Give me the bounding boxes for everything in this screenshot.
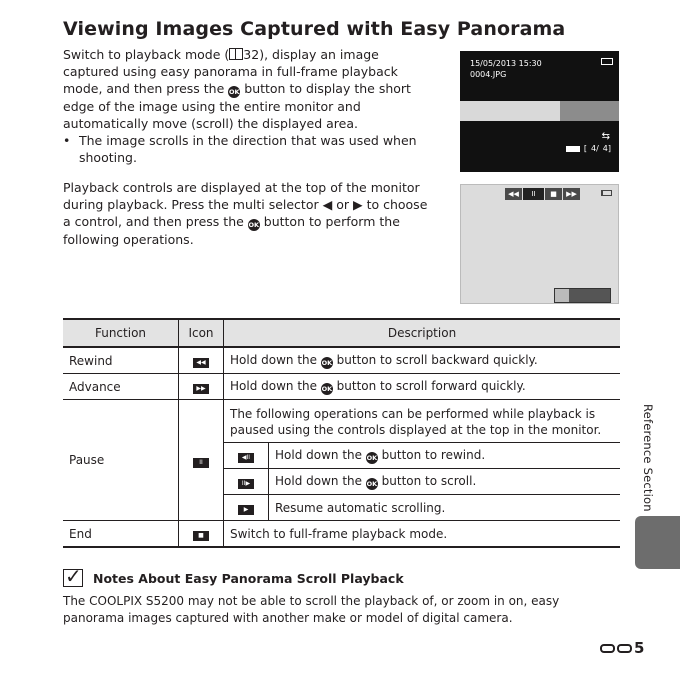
notes-text: The COOLPIX S5200 may not be able to scroll the playback of, or zoom in on, easy panorama images captured with another make or model of digital camera. [63,594,560,625]
image-total: 4] [602,144,611,153]
page-reference-icon [229,48,243,60]
reference-page-icon [600,644,615,653]
date-time: 15/05/2013 15:30 [470,59,542,68]
header-description: Description [224,319,621,347]
battery-icon [601,190,612,196]
paused-rewind-icon: ◀II [238,453,254,463]
intro-paragraph: Switch to playback mode ( 32), display an image captured using easy panorama in full-frame playback mode, and then press the OK button to display the short edge of the image using the entire monitor and automatically move (scroll) the displayed area. • The image scrolls in the direction that was used when shooting. [63,46,435,166]
table-row: Pause II The following operations can be performed while playback is paused using the controls displayed at the top in the monitor. ◀II Hold down the OK button to rewind. II▶ Hold down the OK button to scroll. ▶ Resume automatic scrolling. [63,400,620,521]
table-row: Rewind ◀◀ Hold down the OK button to scroll backward quickly. [63,347,620,374]
left-arrow-icon: ◀ [322,197,333,212]
section-tab [635,516,680,569]
ok-button-icon: OK [229,88,240,96]
table-row: Advance ▶▶ Hold down the OK button to scroll forward quickly. [63,374,620,400]
ok-guide-icon [566,146,580,152]
pause-subtable [224,442,620,520]
checkmark-icon [63,569,83,587]
reference-page-icon [617,644,632,653]
controls-paragraph: Playback controls are displayed at the top of the monitor during playback. Press the multi selector ◀ or ▶ to choose a control, and then press the OK button to perform the following operations. [63,180,428,247]
table-row: ▶ Resume automatic scrolling. [224,495,620,521]
scroll-playback-screen-illustration [460,184,619,304]
paused-advance-icon: II▶ [238,479,254,489]
table-row: II▶ Hold down the OK button to scroll. [224,469,620,495]
advance-icon: ▶▶ [193,384,209,394]
header-function: Function [63,319,179,347]
scroll-position-indicator [555,289,569,302]
ok-button-icon: OK [366,453,378,462]
rewind-icon: ◀◀ [193,358,209,368]
bullet-mark: • [63,133,71,148]
pause-icon: II [193,458,209,468]
stop-control-icon: ■ [545,188,562,200]
stop-icon: ■ [193,531,209,541]
bullet-item: • The image scrolls in the direction that was used when shooting. [63,133,417,165]
notes-heading: ✓ Notes About Easy Panorama Scroll Playback [63,569,404,587]
file-name: 0004.JPG [470,70,507,79]
ok-button-icon: OK [366,479,378,488]
image-counter: 4/ [590,144,599,153]
playback-screen-illustration [460,51,619,172]
playback-controls [505,188,580,200]
page-number: 5 [600,639,644,657]
panorama-strip-dark [560,101,619,121]
table-row: End ■ Switch to full-frame playback mode. [63,521,620,548]
panorama-strip [460,101,619,121]
screen-info [470,58,542,80]
panorama-icon: ⇆ [601,131,610,142]
operations-table [63,318,620,548]
scroll-position-bar [554,288,611,303]
pause-control-icon: II [523,188,544,200]
ok-button-icon: OK [248,221,260,229]
ok-button-icon: OK [321,384,333,393]
screen-footer: [ 4/ 4] [566,144,611,153]
resume-icon: ▶ [238,505,254,515]
right-arrow-icon: ▶ [352,197,363,212]
battery-icon [601,58,613,65]
table-row: ◀II Hold down the OK button to rewind. [224,443,620,469]
ok-button-icon: OK [321,358,333,367]
page-title: Viewing Images Captured with Easy Panorama [63,18,566,40]
section-label: Reference Section [641,404,655,512]
header-icon: Icon [179,319,224,347]
rewind-control-icon: ◀◀ [505,188,522,200]
advance-control-icon: ▶▶ [563,188,580,200]
